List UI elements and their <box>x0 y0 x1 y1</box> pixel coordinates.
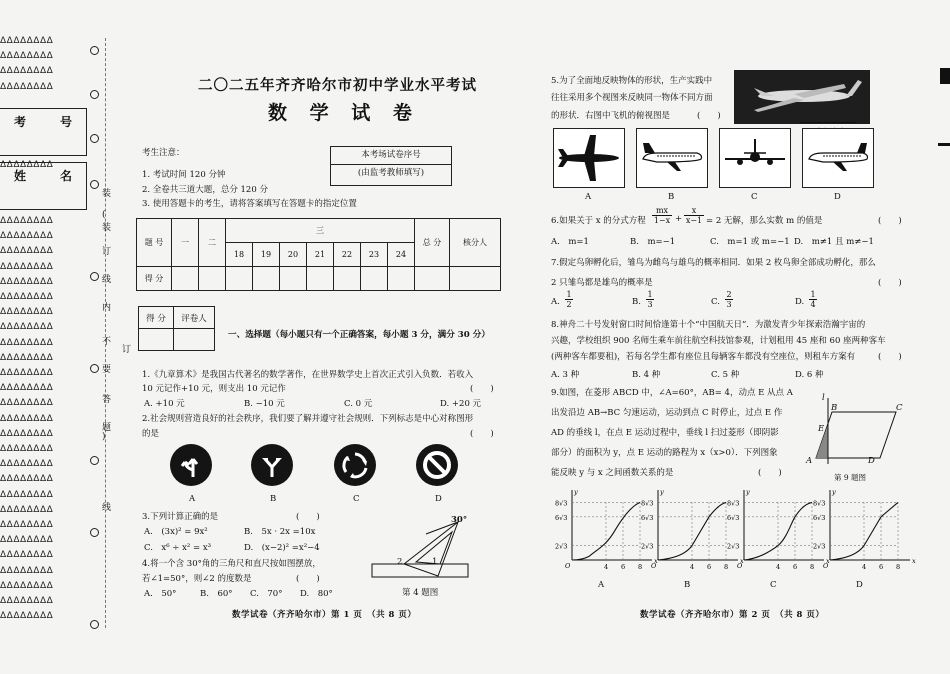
x-tick-label: 8 <box>638 563 643 571</box>
q9-graph-label-d: D <box>856 580 863 590</box>
sign-roundabout-icon <box>334 444 376 486</box>
seal-char: 线 <box>102 275 112 285</box>
x-axis-label: x <box>654 557 658 565</box>
q1-option-b: B. −10 元 <box>244 399 285 409</box>
q9-graph-label-b: B <box>684 580 691 590</box>
exam-number-box: 考 号 <box>0 108 87 156</box>
q1-option-d: D. +20 元 <box>440 399 482 409</box>
q9-graph-d <box>812 486 916 572</box>
q5-label-c: C <box>751 192 758 202</box>
x-tick-label: 4 <box>776 563 781 571</box>
q6-plus: + <box>675 214 683 224</box>
q6-option-d: D. m≠1 且 m≠−1 <box>794 237 874 247</box>
q9-graph-c <box>726 486 830 572</box>
q4-angle-30: 30° <box>451 515 468 525</box>
q9-graph-label-c: C <box>770 580 777 590</box>
q7-line2: 2 只雏鸟都是雄鸟的概率是 <box>551 278 653 288</box>
y-tick-label: 2√3 <box>555 542 568 551</box>
q4-paren: ( ) <box>296 574 320 584</box>
name-box: 姓 名 <box>0 162 87 210</box>
y-axis-label: y <box>746 488 750 496</box>
registration-mark <box>940 68 950 84</box>
q4-option-d: D. 80° <box>300 589 333 599</box>
q3-option-c: C. x⁶ ÷ x² = x³ <box>144 543 212 553</box>
origin-label: O <box>565 562 571 570</box>
score-table: 题 号 一 二 三 总 分 核分人 18 19 20 21 22 23 24 得 分 <box>136 218 501 291</box>
q8-option-b: B. 4 种 <box>632 370 661 380</box>
x-tick-label: 6 <box>621 563 626 571</box>
q5-option-d-sideview <box>802 128 874 188</box>
q8-line3: (两种客车都要租)，若每名学生都有座位且每辆客车都没有空座位，则租车方案有 <box>551 352 856 362</box>
q4-angle-1: 1 <box>432 557 438 567</box>
seal-char: ) <box>102 432 106 442</box>
x-tick-label: 6 <box>879 563 884 571</box>
notice-2: 2. 全卷共三道大题，总分 120 分 <box>142 185 268 195</box>
seal-char: 订 <box>102 247 112 257</box>
q8-line1: 8.神舟二十号发射窗口时间恰逢第十个“中国航天日”．为激发青少年探索浩瀚宇宙的 <box>551 320 866 330</box>
seal-line <box>105 38 106 628</box>
q6-option-b: B. m=−1 <box>630 237 676 247</box>
notice-heading: 考生注意： <box>142 148 185 158</box>
q4-option-b: B. 60° <box>200 589 233 599</box>
y-tick-label: 6√3 <box>727 513 740 522</box>
x-axis-label: x <box>826 557 830 565</box>
x-axis-label: x <box>740 557 744 565</box>
sign-straight-or-left-icon <box>170 444 212 486</box>
q5-label-b: B <box>668 192 675 202</box>
q9-line2: 出发沿边 AB→BC 匀速运动，运动到点 C 时停止，过点 E 作 <box>551 408 783 418</box>
origin-label: O <box>737 562 743 570</box>
q4-option-c: C. 70° <box>250 589 283 599</box>
seal-char: 线 <box>102 503 112 513</box>
origin-label: O <box>651 562 657 570</box>
q6-line1: 6.如果关于 x 的分式方程 <box>551 216 646 226</box>
q6-paren: ( ) <box>878 216 902 226</box>
q1-paren: ( ) <box>470 384 494 394</box>
notice-1: 1. 考试时间 120 分钟 <box>142 170 226 180</box>
q9-line1: 9.如图，在菱形 ABCD 中，∠A=60°，AB= 4，动点 E 从点 A <box>551 388 793 398</box>
q7-option-d-fraction: 1 4 <box>810 290 816 309</box>
binding-triangles-3: ΔΔΔΔΔΔΔΔ ΔΔΔΔΔΔΔΔ ΔΔΔΔΔΔΔΔ ΔΔΔΔΔΔΔΔ ΔΔΔΔΔΔΔΔ ΔΔΔΔΔΔΔΔ ΔΔΔΔΔΔΔΔ ΔΔΔΔΔΔΔΔ ΔΔΔΔΔΔΔΔ ΔΔΔΔΔΔΔΔ ΔΔΔΔΔΔΔΔ ΔΔΔΔΔΔΔΔ ΔΔΔΔΔΔΔΔ ΔΔΔΔΔΔΔΔ ΔΔΔΔΔΔΔΔ ΔΔΔΔΔΔΔΔ ΔΔΔΔΔΔΔΔ ΔΔΔΔΔΔΔΔ ΔΔΔΔΔΔΔΔ ΔΔΔΔΔΔΔΔ ΔΔΔΔΔΔΔΔ ΔΔΔΔΔΔΔΔ ΔΔΔΔΔΔΔΔ ΔΔΔΔΔΔΔΔ ΔΔΔΔΔΔΔΔ ΔΔΔΔΔΔΔΔ ΔΔΔΔΔΔΔΔ <box>0 216 54 622</box>
q4-angle-2: 2 <box>397 557 403 567</box>
q4-line2: 若∠1=50°，则∠2 的度数是 <box>142 574 252 584</box>
q9-point-l: l <box>822 393 825 403</box>
q4-line1: 4.将一个含 30°角的三角尺和直尺按如图摆放， <box>142 559 321 569</box>
q8-option-d: D. 6 种 <box>795 370 824 380</box>
binding-triangles-2: ΔΔΔΔΔΔΔΔ <box>0 160 54 170</box>
q5-line3: 的形状．右图中飞机的俯视图是 <box>551 111 671 121</box>
x-tick-label: 8 <box>896 563 901 571</box>
footer-page-1: 数学试卷（齐齐哈尔市）第 1 页 （共 8 页） <box>232 610 417 620</box>
q9-paren: ( ) <box>758 468 782 478</box>
q9-graph-a <box>554 486 658 572</box>
seal-char: 订 <box>122 345 132 355</box>
seal-char: ( <box>102 210 106 220</box>
q8-option-c: C. 5 种 <box>711 370 740 380</box>
q5-label-d: D <box>834 192 841 202</box>
q7-option-b-fraction: 1 3 <box>647 290 653 309</box>
q8-line2: 兴趣，学校组织 900 名师生乘车前往航空科技馆参观，计划租用 45 座和 60 座两种客车 <box>551 336 886 346</box>
grader-table: 得 分 评卷人 <box>138 306 215 351</box>
q9-line5: 能反映 y 与 x 之间函数关系的是 <box>551 468 674 478</box>
y-tick-label: 8√3 <box>727 499 740 508</box>
view-direction-arrow <box>800 122 856 123</box>
q9-point-d: D <box>868 456 875 466</box>
sign-fork-icon <box>251 444 293 486</box>
q3-paren: ( ) <box>296 512 320 522</box>
q1-line2: 10 元记作+10 元，则支出 10 元记作 <box>142 384 286 394</box>
q9-graph-b <box>640 486 744 572</box>
seal-char: 内 <box>102 303 112 313</box>
q1-line1: 1.《九章算术》是我国古代著名的数学著作，在世界数学史上首次正式引入负数．若收入 <box>142 370 474 380</box>
q3-option-b: B. 5x · 2x =10x <box>244 527 316 537</box>
q9-graph-label-a: A <box>598 580 605 590</box>
q6-fraction-1: mx 1−x <box>653 206 671 225</box>
q5-paren: ( ) <box>697 111 721 121</box>
q7-option-c-label: C. <box>711 297 720 307</box>
y-tick-label: 6√3 <box>641 513 654 522</box>
q7-option-b-label: B. <box>632 297 641 307</box>
x-tick-label: 4 <box>862 563 867 571</box>
y-tick-label: 8√3 <box>555 499 568 508</box>
q9-point-e: E <box>818 424 825 434</box>
y-tick-label: 6√3 <box>555 513 568 522</box>
registration-mark <box>938 143 950 146</box>
x-tick-label: 6 <box>707 563 712 571</box>
seal-char: 装 <box>102 189 112 199</box>
footer-page-2: 数学试卷（齐齐哈尔市）第 2 页 （共 8 页） <box>640 610 825 620</box>
seal-char: 题 <box>102 423 112 433</box>
q2-label-a: A <box>189 494 196 504</box>
q2-line2: 的是 <box>142 429 160 439</box>
q5-label-a: A <box>585 192 592 202</box>
seal-char: 要 <box>102 365 112 375</box>
y-tick-label: 2√3 <box>813 542 826 551</box>
q7-option-a-fraction: 1 2 <box>566 290 572 309</box>
subject-title: 数 学 试 卷 <box>268 102 420 124</box>
y-tick-label: 8√3 <box>641 499 654 508</box>
x-tick-label: 8 <box>724 563 729 571</box>
seal-char: 不 <box>102 337 112 347</box>
q2-label-b: B <box>270 494 277 504</box>
q5-option-b-sideview <box>636 128 708 188</box>
q6-option-a: A. m=1 <box>551 237 589 247</box>
q3-option-a: A. (3x)² = 9x² <box>144 527 208 537</box>
q9-line3: AD 的垂线 l，在点 E 运动过程中，垂线 l 扫过菱形（即阴影 <box>551 428 779 438</box>
q7-option-a-label: A. <box>551 297 560 307</box>
q6-line1-rest: = 2 无解，那么实数 m 的值是 <box>706 216 823 226</box>
binding-triangles: ΔΔΔΔΔΔΔΔ ΔΔΔΔΔΔΔΔ ΔΔΔΔΔΔΔΔ ΔΔΔΔΔΔΔΔ <box>0 36 54 92</box>
q6-fraction-2: x x−1 <box>685 206 703 225</box>
q2-line1: 2.社会规则营造良好的社会秩序，我们要了解并遵守社会规则．下列标志是中心对称图形 <box>142 414 474 424</box>
section-1-heading: 一、选择题（每小题只有一个正确答案，每小题 3 分，满分 30 分） <box>228 330 490 340</box>
q7-option-d-label: D. <box>795 297 805 307</box>
y-axis-label: y <box>574 488 578 496</box>
q8-paren: ( ) <box>878 352 902 362</box>
x-tick-label: 6 <box>793 563 798 571</box>
x-tick-label: 8 <box>810 563 815 571</box>
sign-prohibition-icon <box>416 444 458 486</box>
x-tick-label: 4 <box>604 563 609 571</box>
q7-option-c-fraction: 2 3 <box>726 290 732 309</box>
y-tick-label: 6√3 <box>813 513 826 522</box>
q4-figure-caption: 第 4 题图 <box>402 588 439 598</box>
y-tick-label: 2√3 <box>727 542 740 551</box>
airplane-photo <box>734 70 870 124</box>
q9-figure-caption: 第 9 题图 <box>834 473 867 482</box>
q8-option-a: A. 3 种 <box>551 370 580 380</box>
q9-point-a: A <box>806 456 813 466</box>
q5-option-a-topview <box>553 128 625 188</box>
q7-line1: 7.假定鸟卵孵化后，雏鸟为雌鸟与雄鸟的概率相同．如果 2 枚鸟卵全部成功孵化，那么 <box>551 258 876 268</box>
q4-option-a: A. 50° <box>144 589 177 599</box>
q3-line1: 3.下列计算正确的是 <box>142 512 219 522</box>
y-axis-label: y <box>660 488 664 496</box>
x-axis-label: x <box>912 557 916 565</box>
y-axis-label: y <box>832 488 836 496</box>
seal-char: 装 <box>102 223 112 233</box>
x-tick-label: 4 <box>690 563 695 571</box>
q2-paren: ( ) <box>470 429 494 439</box>
q9-line4: 部分）的面积为 y，点 E 运动的路程为 x（x>0）．下列图象 <box>551 448 778 458</box>
q7-paren: ( ) <box>878 278 902 288</box>
q5-option-c-frontview <box>719 128 791 188</box>
q3-option-d: D. (x−2)² =x²−4 <box>244 543 320 553</box>
q1-option-a: A. +10 元 <box>144 399 185 409</box>
q2-label-c: C <box>353 494 360 504</box>
q5-line2: 往往采用多个视图来反映同一物体不同方面 <box>551 93 713 103</box>
q6-option-c: C. m=1 或 m=−1 <box>710 237 790 247</box>
seal-char: 答 <box>102 395 112 405</box>
q2-label-d: D <box>435 494 442 504</box>
q5-line1: 5.为了全面地反映物体的形状，生产实践中 <box>551 76 713 86</box>
notice-3: 3. 使用答题卡的考生，请将答案填写在答题卡的指定位置 <box>142 199 357 209</box>
exam-title: 二〇二五年齐齐哈尔市初中学业水平考试 <box>198 78 477 94</box>
q1-option-c: C. 0 元 <box>344 399 373 409</box>
seat-number-box: 本考场试卷序号 (由监考教师填写) <box>330 146 452 186</box>
q9-point-b: B <box>831 403 838 413</box>
origin-label: O <box>823 562 829 570</box>
y-tick-label: 2√3 <box>641 542 654 551</box>
q9-point-c: C <box>896 403 903 413</box>
y-tick-label: 8√3 <box>813 499 826 508</box>
